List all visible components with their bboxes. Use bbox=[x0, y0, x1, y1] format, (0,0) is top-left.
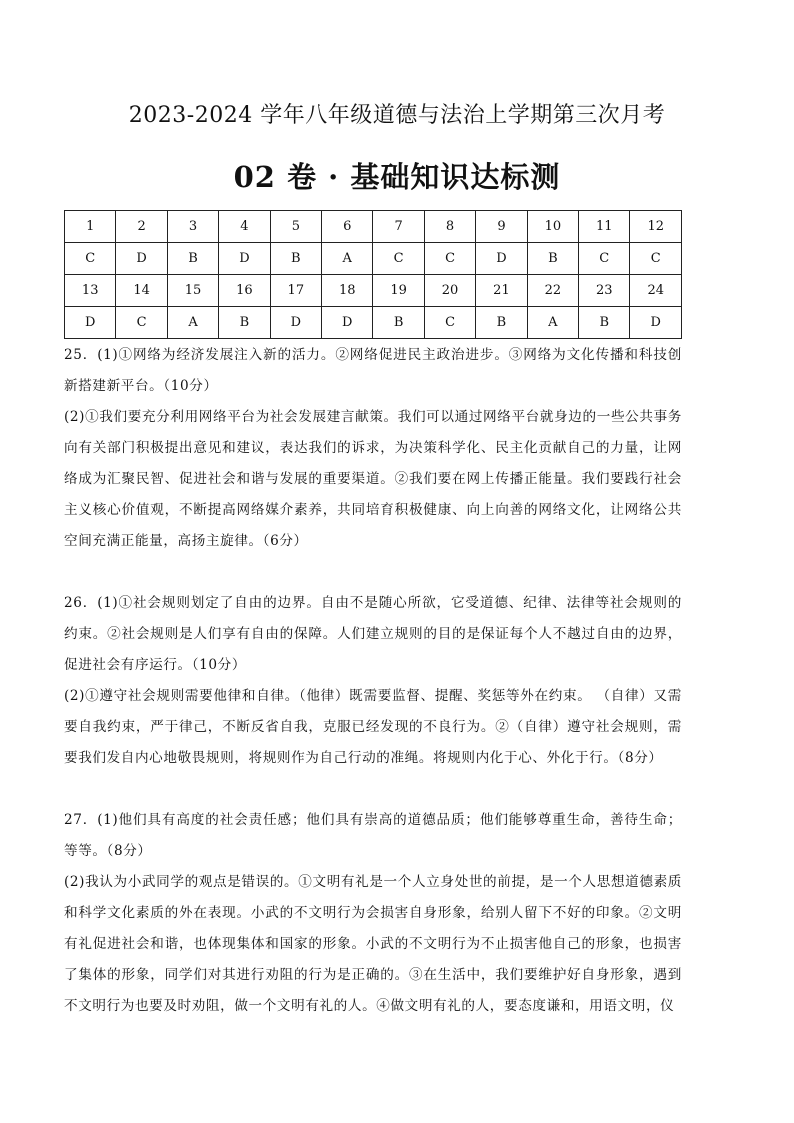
question-number-cell: 19 bbox=[373, 275, 424, 307]
question-number-row bbox=[65, 275, 682, 307]
answer-key-cell: D bbox=[630, 307, 682, 339]
answer-key-cell: B bbox=[270, 243, 321, 275]
answer-key-cell: B bbox=[476, 307, 527, 339]
question-number-cell: 13 bbox=[65, 275, 116, 307]
answer-key-cell: D bbox=[322, 307, 373, 339]
answer-27-part-1: 27．(1)他们具有高度的社会责任感；他们具有崇高的道德品质；他们能够尊重生命，善待生命；等等。（8分） bbox=[64, 812, 682, 859]
answer-key-cell: C bbox=[424, 307, 475, 339]
question-number-row bbox=[65, 211, 682, 243]
answer-26-part-1: 26．(1)①社会规则划定了自由的边界。自由不是随心所欲，它受道德、纪律、法律等社会规则的约束。②社会规则是人们享有自由的保障。人们建立规则的目的是保证每个人不越过自由的边界，促进社会有序运行。（10分） bbox=[64, 595, 682, 673]
answer-key-cell: B bbox=[527, 243, 578, 275]
question-number-cell: 14 bbox=[116, 275, 167, 307]
question-number-cell: 3 bbox=[167, 211, 218, 243]
spacer bbox=[64, 557, 682, 588]
question-number-cell: 7 bbox=[373, 211, 424, 243]
question-number-cell: 17 bbox=[270, 275, 321, 307]
answer-key-cell: A bbox=[527, 307, 578, 339]
question-number-cell: 16 bbox=[219, 275, 270, 307]
answer-key-cell: B bbox=[219, 307, 270, 339]
answer-key-cell: C bbox=[65, 243, 116, 275]
question-number-cell: 6 bbox=[322, 211, 373, 243]
spacer bbox=[64, 774, 682, 805]
question-number-cell: 10 bbox=[527, 211, 578, 243]
question-number-cell: 2 bbox=[116, 211, 167, 243]
answer-content bbox=[64, 340, 682, 1022]
question-number-cell: 12 bbox=[630, 211, 682, 243]
answer-key-cell: D bbox=[65, 307, 116, 339]
answer-key-cell: D bbox=[219, 243, 270, 275]
answer-key-cell: B bbox=[167, 243, 218, 275]
answer-26-part-2: (2)①遵守社会规则需要他律和自律。（他律）既需要监督、提醒、奖惩等外在约束。 （自律）又需要自我约束，严于律己，不断反省自我，克服已经发现的不良行为。②（自律）遵守社会规则，需要我们发自内心地敬畏规则，将规则作为自己行动的准绳。将规则内化于心、外化于行。（8分） bbox=[64, 688, 682, 766]
answer-25-part-2: (2)①我们要充分利用网络平台为社会发展建言献策。我们可以通过网络平台就身边的一些公共事务向有关部门积极提出意见和建议，表达我们的诉求，为决策科学化、民主化贡献自己的力量，让网络成为汇聚民智、促进社会和谐与发展的重要渠道。②我们要在网上传播正能量。我们要践行社会主义核心价值观，不断提高网络媒介素养，共同培育积极健康、向上向善的网络文化，让网络公共空间充满正能量，高扬主旋律。（6分） bbox=[64, 409, 682, 549]
question-number-cell: 21 bbox=[476, 275, 527, 307]
question-number-cell: 8 bbox=[424, 211, 475, 243]
answer-key-row bbox=[65, 307, 682, 339]
answer-table bbox=[64, 210, 682, 339]
question-number-cell: 9 bbox=[476, 211, 527, 243]
question-number-cell: 15 bbox=[167, 275, 218, 307]
answer-27-part-2: (2)我认为小武同学的观点是错误的。①文明有礼是一个人立身处世的前提，是一个人思想道德素质和科学文化素质的外在表现。小武的不文明行为会损害自身形象，给别人留下不好的印象。②文明有礼促进社会和谐，也体现集体和国家的形象。小武的不文明行为不止损害他自己的形象，也损害了集体的形象，同学们对其进行劝阻的行为是正确的。③在生活中，我们要维护好自身形象，遇到不文明行为也要及时劝阻，做一个文明有礼的人。④做文明有礼的人，要态度谦和，用语文明，仪 bbox=[64, 874, 682, 1014]
page-title: 2023-2024 学年八年级道德与法治上学期第三次月考 bbox=[128, 103, 666, 128]
answer-25-part-1: 25．(1)①网络为经济发展注入新的活力。②网络促进民主政治进步。③网络为文化传播和科技创新搭建新平台。（10分） bbox=[64, 347, 682, 394]
answer-key-cell: A bbox=[167, 307, 218, 339]
question-number-cell: 22 bbox=[527, 275, 578, 307]
answer-key-cell: C bbox=[373, 243, 424, 275]
answer-key-cell: B bbox=[373, 307, 424, 339]
question-number-cell: 18 bbox=[322, 275, 373, 307]
question-number-cell: 11 bbox=[579, 211, 630, 243]
question-number-cell: 24 bbox=[630, 275, 682, 307]
question-number-cell: 4 bbox=[219, 211, 270, 243]
question-number-cell: 1 bbox=[65, 211, 116, 243]
answer-key-cell: D bbox=[476, 243, 527, 275]
question-number-cell: 5 bbox=[270, 211, 321, 243]
answer-key-cell: C bbox=[630, 243, 682, 275]
answer-key-cell: C bbox=[424, 243, 475, 275]
question-number-cell: 23 bbox=[579, 275, 630, 307]
answer-key-cell: C bbox=[579, 243, 630, 275]
answer-key-cell: B bbox=[579, 307, 630, 339]
page-subtitle: 02 卷 · 基础知识达标测 bbox=[233, 160, 561, 194]
question-number-cell: 20 bbox=[424, 275, 475, 307]
answer-key-cell: A bbox=[322, 243, 373, 275]
answer-key-cell: D bbox=[270, 307, 321, 339]
answer-key-row bbox=[65, 243, 682, 275]
answer-key-cell: C bbox=[116, 307, 167, 339]
answer-key-cell: D bbox=[116, 243, 167, 275]
